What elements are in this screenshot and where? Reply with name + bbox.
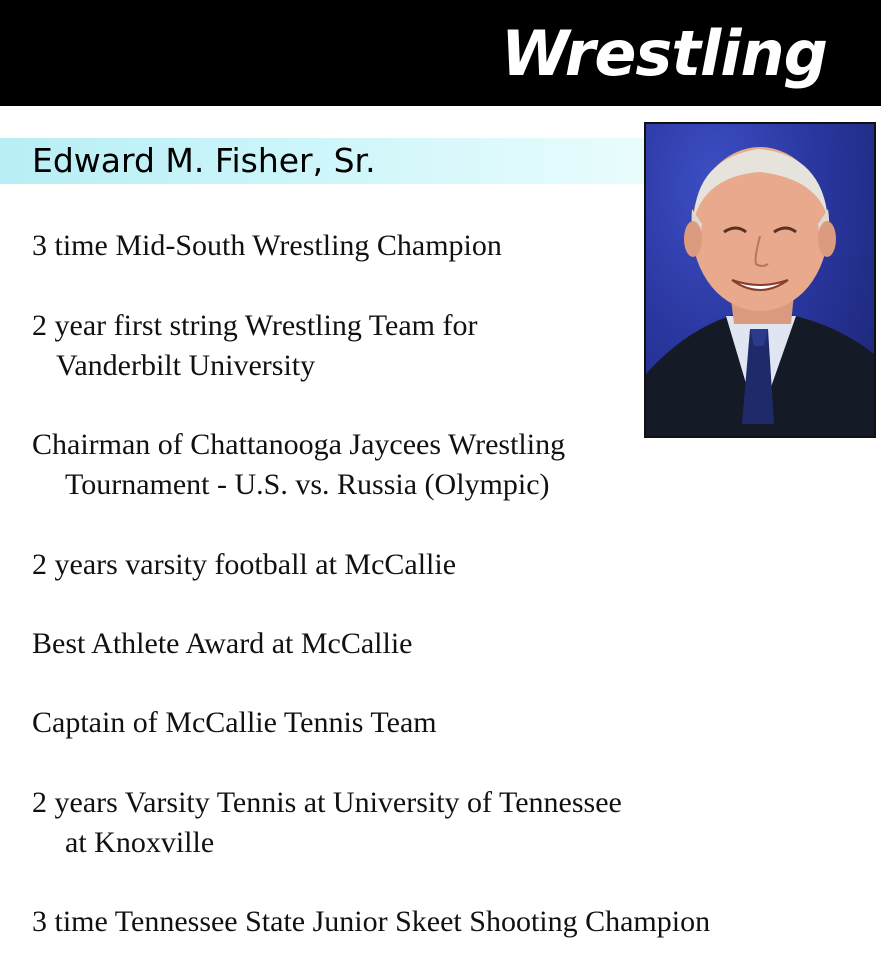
achievement-item: [32, 226, 852, 266]
achievement-text: Chairman of Chattanooga Jaycees Wrestling: [32, 428, 566, 461]
achievement-text: Best Athlete Award at McCallie: [32, 627, 413, 660]
achievement-item: [32, 902, 852, 942]
achievement-item: [32, 703, 852, 743]
person-name: Edward M. Fisher, Sr.: [32, 141, 376, 180]
achievement-text: 3 time Tennessee State Junior Skeet Shooting Champion: [32, 905, 711, 938]
achievement-item: [32, 545, 852, 585]
achievement-text: 2 years varsity football at McCallie: [32, 548, 457, 581]
achievement-item: [32, 783, 852, 863]
achievement-text-continued: at Knoxville: [65, 826, 215, 859]
achievement-item: [32, 306, 852, 386]
achievement-item: [32, 624, 852, 664]
achievement-item: [32, 425, 852, 505]
achievement-text: 3 time Mid-South Wrestling Champion: [32, 229, 502, 262]
achievement-text-continued: Vanderbilt University: [56, 349, 316, 382]
page-title: Wrestling: [501, 17, 827, 90]
achievement-text: Captain of McCallie Tennis Team: [32, 706, 437, 739]
achievement-text: 2 year first string Wrestling Team for: [32, 309, 478, 342]
achievement-text: 2 years Varsity Tennis at University of Tennessee: [32, 786, 622, 819]
portrait-photo: [644, 122, 876, 438]
achievement-text-continued: Tournament - U.S. vs. Russia (Olympic): [65, 468, 550, 501]
